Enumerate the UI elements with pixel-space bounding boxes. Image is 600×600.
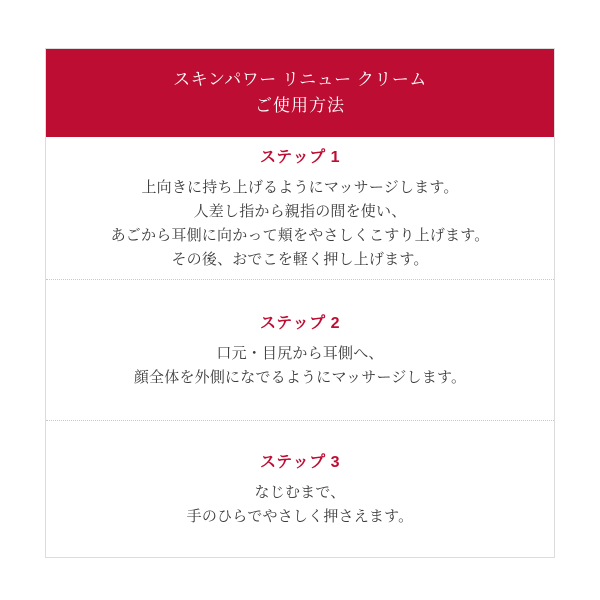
step-instruction-line: 手のひらでやさしく押さえます。 [186, 508, 414, 525]
step-instruction-line: 口元・目尻から耳側へ、 [216, 345, 384, 362]
step-instruction-line: 人差し指から親指の間を使い、 [193, 203, 407, 220]
step-instruction-line: 上向きに持ち上げるようにマッサージします。 [141, 179, 459, 196]
card-header [46, 49, 554, 137]
step-label: ステップ 1 [259, 149, 341, 166]
usage-instructions-card [45, 48, 555, 558]
product-name: スキンパワー リニュー クリーム [173, 70, 427, 89]
step-instruction-line: なじむまで、 [254, 484, 346, 501]
step-label: ステップ 2 [259, 315, 341, 332]
usage-heading: ご使用方法 [255, 96, 345, 115]
step-section-1 [46, 137, 554, 279]
step-instruction-line: 顔全体を外側になでるようにマッサージします。 [133, 369, 467, 386]
step-section-2 [46, 279, 554, 420]
step-label: ステップ 3 [259, 454, 341, 471]
step-instruction-line: その後、おでこを軽く押し上げます。 [171, 251, 429, 268]
step-section-3 [46, 420, 554, 557]
step-instruction-line: あごから耳側に向かって頬をやさしくこすり上げます。 [110, 227, 490, 244]
